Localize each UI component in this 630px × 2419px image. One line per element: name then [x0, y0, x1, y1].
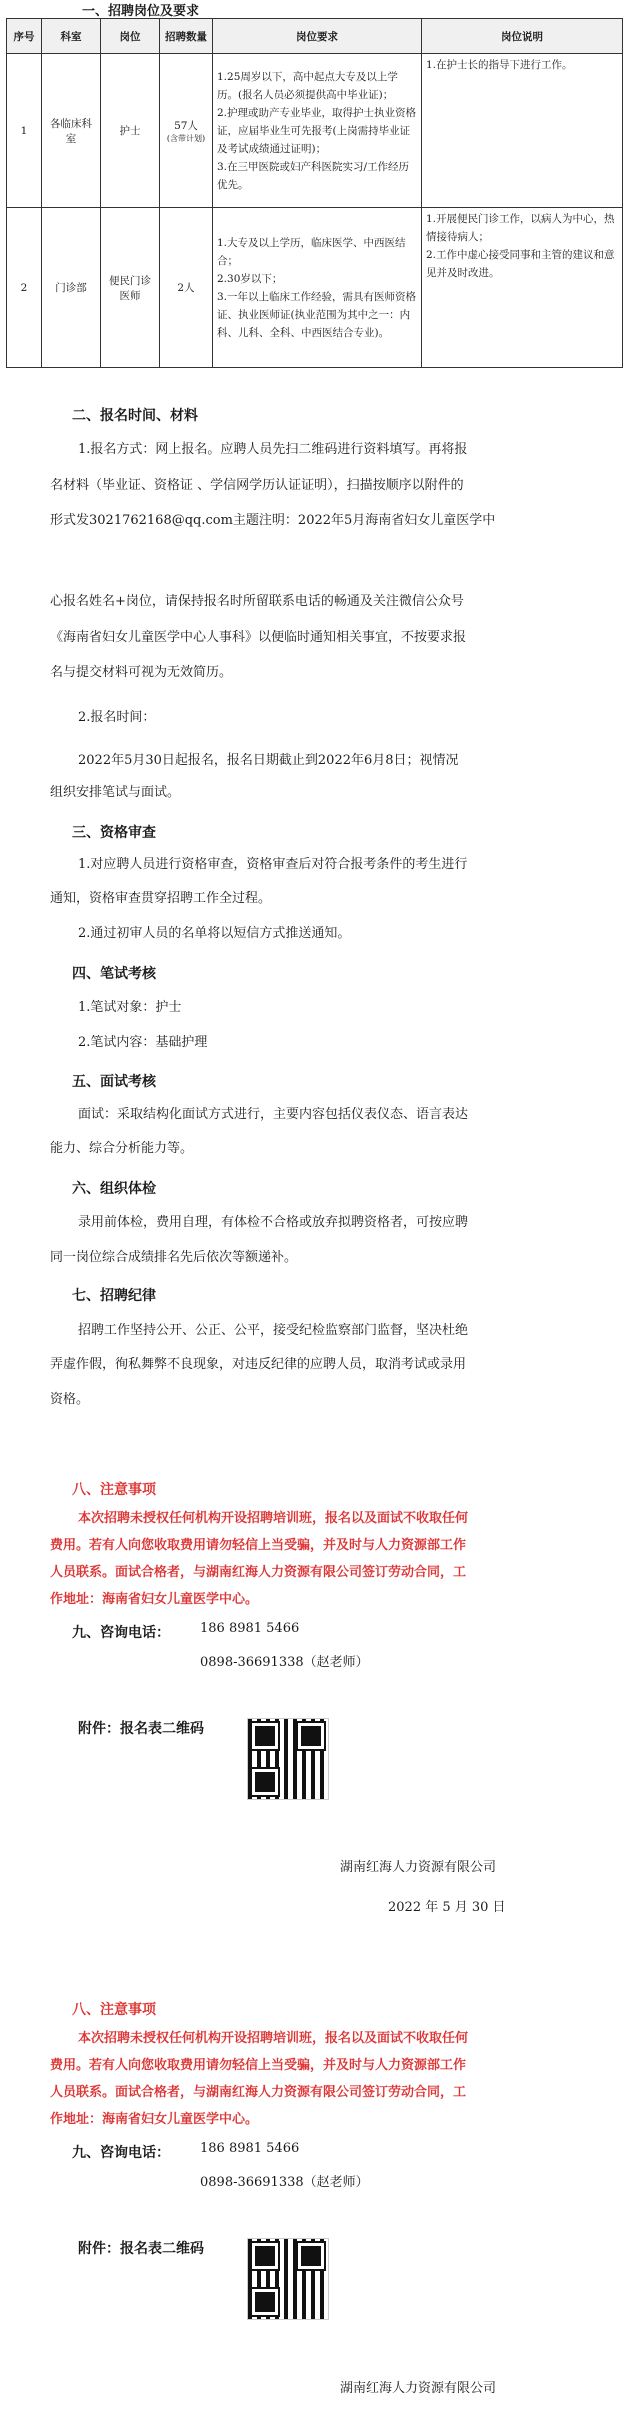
- notice-paragraph: 作地址：海南省妇女儿童医学中心。: [50, 1592, 259, 1607]
- requirement-line: 2.护理或助产专业毕业，取得护士执业资格证，应届毕业生可先报考(上岗需持毕业证及考试成绩通过证明)；: [217, 106, 417, 155]
- paragraph: 1.报名方式：网上报名。应聘人员先扫二维码进行资料填写。再将报: [78, 442, 468, 457]
- qr-finder-pattern: [298, 2243, 324, 2269]
- section6-title: 六、组织体检: [72, 1181, 156, 1197]
- qr-finder-pattern: [252, 2243, 278, 2269]
- paragraph: 1.对应聘人员进行资格审查，资格审查后对符合报考条件的考生进行: [78, 857, 468, 872]
- paragraph: 《海南省妇女儿童医学中心人事科》以便临时通知相关事宜，不按要求报: [50, 630, 467, 645]
- cell-post: 便民门诊医师: [101, 208, 160, 368]
- header-dept: 科室: [42, 19, 101, 54]
- qr-code-image[interactable]: [247, 2238, 329, 2320]
- notice-paragraph: 本次招聘未授权任何机构开设招聘培训班，报名以及面试不收取任何: [78, 2031, 469, 2046]
- paragraph: 2022年5月30日起报名，报名日期截止到2022年6月8日；视情况: [78, 753, 459, 768]
- requirement-line: 1.25周岁以下，高中起点大专及以上学历。(报名人员必须提供高中毕业证)；: [217, 70, 398, 101]
- paragraph: 形式发3021762168@qq.com主题注明：2022年5月海南省妇女儿童医学中: [50, 513, 496, 528]
- qr-finder-pattern: [252, 1723, 278, 1749]
- cell-no: 2: [7, 208, 42, 368]
- section7-title: 七、招聘纪律: [72, 1288, 156, 1304]
- qr-finder-pattern: [298, 1723, 324, 1749]
- count-value: 57人: [174, 119, 198, 132]
- paragraph: 招聘工作坚持公开、公正、公平，接受纪检监察部门监督，坚决杜绝: [78, 1323, 469, 1338]
- contact-title: 九、咨询电话：: [72, 1625, 170, 1641]
- requirement-line: 3.在三甲医院或妇产科医院实习/工作经历优先。: [217, 160, 410, 191]
- header-requirements: 岗位要求: [213, 19, 422, 54]
- cell-post: 护士: [101, 54, 160, 208]
- paragraph: 名与提交材料可视为无效简历。: [50, 665, 233, 680]
- requirement-line: 1.大专及以上学历，临床医学、中西医结合；: [217, 236, 406, 267]
- header-notes: 岗位说明: [422, 19, 623, 54]
- qr-code-image[interactable]: [247, 1718, 329, 1800]
- paragraph: 名材料（毕业证、资格证 、学信网学历认证证明），扫描按顺序以附件的: [50, 478, 464, 493]
- paragraph: 资格。: [50, 1392, 90, 1407]
- notice-title: 八、注意事项: [72, 1482, 156, 1498]
- paragraph: 弄虚作假，徇私舞弊不良现象，对违反纪律的应聘人员，取消考试或录用: [50, 1357, 467, 1372]
- paragraph: 组织安排笔试与面试。: [50, 785, 181, 800]
- paragraph: 1.笔试对象：护士: [78, 1000, 182, 1015]
- section3-title: 三、资格审查: [72, 825, 156, 841]
- header-post: 岗位: [101, 19, 160, 54]
- header-count: 招聘数量: [160, 19, 213, 54]
- table-row: [7, 208, 623, 368]
- cell-requirements: [213, 54, 422, 208]
- contact-phone-landline: 0898-36691338（赵老师）: [200, 1655, 369, 1670]
- notice-paragraph: 本次招聘未授权任何机构开设招聘培训班，报名以及面试不收取任何: [78, 1511, 469, 1526]
- requirement-line: 2.30岁以下；: [217, 272, 283, 285]
- paragraph: 能力、综合分析能力等。: [50, 1141, 194, 1156]
- notice-paragraph: 人员联系。面试合格者，与湖南红海人力资源有限公司签订劳动合同，工: [50, 1565, 467, 1580]
- cell-no: 1: [7, 54, 42, 208]
- notice-paragraph: 作地址：海南省妇女儿童医学中心。: [50, 2112, 259, 2127]
- notice-paragraph: 费用。若有人向您收取费用请勿轻信上当受骗，并及时与人力资源部工作: [50, 2058, 467, 2073]
- paragraph: 心报名姓名+岗位，请保持报名时所留联系电话的畅通及关注微信公众号: [50, 594, 464, 609]
- notice-paragraph: 费用。若有人向您收取费用请勿轻信上当受骗，并及时与人力资源部工作: [50, 1538, 467, 1553]
- company-name: 湖南红海人力资源有限公司: [340, 1860, 497, 1875]
- qr-finder-pattern: [252, 1769, 278, 1795]
- requirement-line: 3.一年以上临床工作经验，需具有医师资格证、执业医师证(执业范围为其中之一：内科、儿科、全科、中西医结合专业)。: [217, 290, 417, 339]
- qr-finder-pattern: [252, 2289, 278, 2315]
- count-note: (含带计划): [166, 133, 206, 143]
- section2-title: 二、报名时间、材料: [72, 408, 198, 424]
- cell-notes: [422, 54, 623, 208]
- table-row: [7, 54, 623, 208]
- contact-phone-mobile: 186 8981 5466: [200, 1621, 300, 1636]
- section4-title: 四、笔试考核: [72, 966, 156, 982]
- contact-title: 九、咨询电话：: [72, 2145, 170, 2161]
- paragraph: 2.笔试内容：基础护理: [78, 1035, 208, 1050]
- notice-title: 八、注意事项: [72, 2002, 156, 2018]
- contact-phone-landline: 0898-36691338（赵老师）: [200, 2175, 369, 2190]
- notice-paragraph: 人员联系。面试合格者，与湖南红海人力资源有限公司签订劳动合同，工: [50, 2085, 467, 2100]
- cell-requirements: [213, 208, 422, 368]
- company-name: 湖南红海人力资源有限公司: [340, 2381, 497, 2396]
- section5-title: 五、面试考核: [72, 1074, 156, 1090]
- paragraph: 面试：采取结构化面试方式进行，主要内容包括仪表仪态、语言表达: [78, 1107, 469, 1122]
- table-header-row: [7, 19, 623, 54]
- attachment-label: 附件：报名表二维码: [78, 2241, 204, 2257]
- paragraph: 通知，资格审查贯穿招聘工作全过程。: [50, 891, 272, 906]
- cell-dept: 门诊部: [42, 208, 101, 368]
- recruitment-table: [6, 18, 623, 368]
- attachment-label: 附件：报名表二维码: [78, 1721, 204, 1737]
- cell-count: 2人: [160, 208, 213, 368]
- cell-notes: [422, 208, 623, 368]
- paragraph: 2.报名时间：: [78, 710, 156, 725]
- document-date: 2022 年 5 月 30 日: [388, 1900, 506, 1915]
- cell-count: [160, 54, 213, 208]
- paragraph: 2.通过初审人员的名单将以短信方式推送通知。: [78, 926, 351, 941]
- paragraph: 录用前体检，费用自理，有体检不合格或放弃拟聘资格者，可按应聘: [78, 1215, 469, 1230]
- paragraph: 同一岗位综合成绩排名先后依次等额递补。: [50, 1250, 298, 1265]
- note-line: 1.开展便民门诊工作，以病人为中心，热情接待病人；: [426, 213, 615, 243]
- section1-title: 一、招聘岗位及要求: [82, 4, 200, 19]
- cell-dept: 各临床科室: [42, 54, 101, 208]
- note-line: 2.工作中虚心接受同事和主管的建议和意见并及时改进。: [426, 249, 615, 279]
- note-line: 1.在护士长的指导下进行工作。: [426, 59, 573, 71]
- contact-phone-mobile: 186 8981 5466: [200, 2141, 300, 2156]
- header-no: 序号: [7, 19, 42, 54]
